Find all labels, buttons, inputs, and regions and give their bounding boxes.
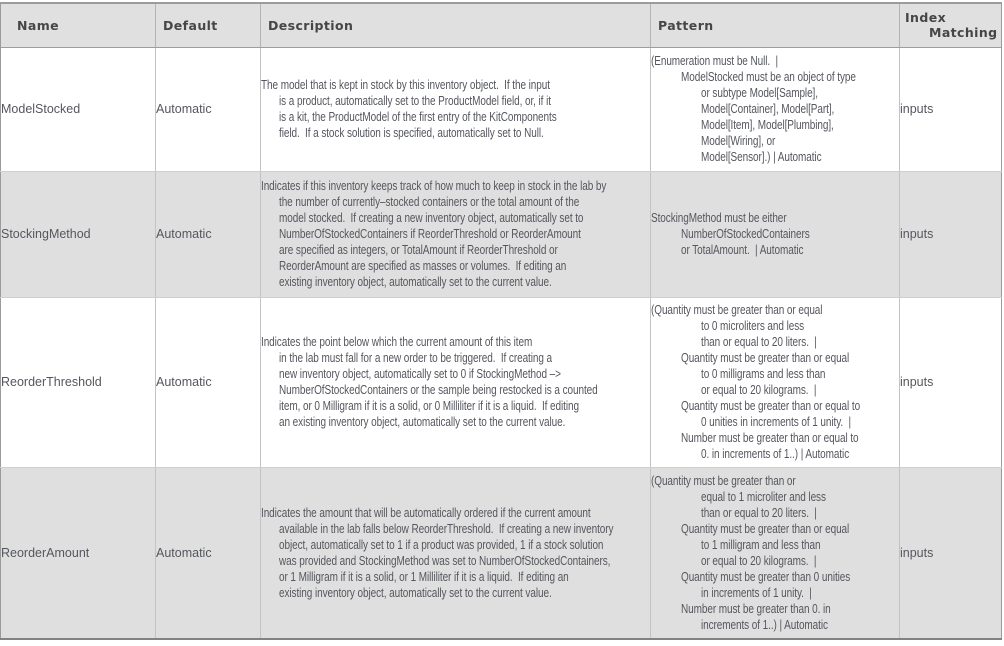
description-cell <box>261 171 651 297</box>
pattern-line: Model[Sensor].) | Automatic <box>701 150 822 164</box>
default-value: Automatic <box>156 375 212 389</box>
table-row-modelstocked <box>1 47 1002 171</box>
description-line: model stocked. If creating a new inventory object, automatically set to <box>279 211 584 225</box>
name-cell <box>1 467 156 639</box>
pattern-line: to 0 microliters and less <box>701 319 805 333</box>
description-line: the number of currently–stocked containers or the total amount of the <box>279 195 580 209</box>
header-index-matching-line1: Index <box>905 10 947 26</box>
pattern-line: or equal to 20 kilograms. | <box>701 553 817 568</box>
index-matching-value: inputs <box>900 375 934 389</box>
description-cell <box>261 297 651 467</box>
description-line: item, or 0 Milligram if it is a solid, or 0 Milliliter if it is a liquid. If editing <box>279 399 579 413</box>
field-name: ReorderAmount <box>1 545 90 560</box>
description-cell <box>261 467 651 639</box>
index-matching-value: inputs <box>900 227 934 241</box>
description-line: is a product, automatically set to the ProductModel field, or, if it <box>279 94 551 108</box>
pattern-line: equal to 1 microliter and less <box>701 489 826 504</box>
description-cell <box>261 47 651 171</box>
table-row-reorderamount <box>1 467 1002 639</box>
pattern-line: (Quantity must be greater than or equal <box>651 303 823 317</box>
header-description: Description <box>261 3 651 47</box>
pattern-line: or equal to 20 kilograms. | <box>701 383 817 397</box>
table-row-reorderthreshold <box>1 297 1002 467</box>
description-line: available in the lab falls below ReorderThreshold. If creating a new inventory <box>279 521 614 536</box>
pattern-line: StockingMethod must be either <box>651 211 787 225</box>
field-name: StockingMethod <box>1 227 91 241</box>
field-name: ModelStocked <box>1 102 81 116</box>
default-value: Automatic <box>156 545 212 560</box>
pattern-line: Model[Item], Model[Plumbing], <box>701 118 834 132</box>
pattern-line: ModelStocked must be an object of type <box>681 70 856 84</box>
index-matching-value: inputs <box>900 102 934 116</box>
default-value: Automatic <box>156 227 212 241</box>
index-matching-cell <box>900 171 1002 297</box>
pattern-line: Quantity must be greater than or equal <box>681 521 850 536</box>
description-line: Indicates the point below which the current amount of this item <box>261 335 533 349</box>
name-cell <box>1 297 156 467</box>
pattern-line: Quantity must be greater than or equal <box>681 351 850 365</box>
pattern-line: in increments of 1 unity. | <box>701 585 812 600</box>
pattern-line: (Quantity must be greater than or <box>651 473 796 488</box>
pattern-line: Quantity must be greater than 0 unities <box>681 569 851 584</box>
pattern-line: or TotalAmount. | Automatic <box>681 243 804 257</box>
pattern-line: Model[Wiring], or <box>701 134 776 148</box>
pattern-line: Number must be greater than or equal to <box>681 431 859 445</box>
pattern-cell <box>651 297 900 467</box>
description-line: Indicates the amount that will be automatically ordered if the current amount <box>261 505 591 520</box>
description-line: NumberOfStockedContainers or the sample being restocked is a counted <box>279 383 598 397</box>
default-cell <box>156 467 261 639</box>
description-line: in the lab must fall for a new order to be triggered. If creating a <box>279 351 553 365</box>
pattern-line: than or equal to 20 liters. | <box>701 505 817 520</box>
pattern-cell <box>651 47 900 171</box>
pattern-line: increments of 1..) | Automatic <box>701 617 828 632</box>
name-cell <box>1 47 156 171</box>
pattern-line: (Enumeration must be Null. | <box>651 54 778 68</box>
header-row <box>1 3 1002 47</box>
pattern-line: 0 unities in increments of 1 unity. | <box>701 415 852 429</box>
header-default: Default <box>156 3 261 47</box>
default-cell <box>156 47 261 171</box>
header-index-matching-line2: Matching <box>929 25 998 41</box>
properties-table <box>0 2 1002 640</box>
index-matching-value: inputs <box>900 545 934 560</box>
header-name: Name <box>1 3 156 47</box>
name-cell <box>1 171 156 297</box>
description-line: object, automatically set to 1 if a product was provided, 1 if a stock solution <box>279 537 604 552</box>
pattern-line: to 0 milligrams and less than <box>701 367 826 381</box>
index-matching-cell <box>900 297 1002 467</box>
index-matching-cell <box>900 467 1002 639</box>
pattern-line: NumberOfStockedContainers <box>681 227 810 241</box>
table-row-stockingmethod <box>1 171 1002 297</box>
pattern-cell <box>651 467 900 639</box>
pattern-line: 0. in increments of 1..) | Automatic <box>701 447 850 461</box>
field-name: ReorderThreshold <box>1 375 102 389</box>
description-line: field. If a stock solution is specified, automatically set to Null. <box>279 126 544 140</box>
default-cell <box>156 171 261 297</box>
description-line: ReorderAmount are specified as masses or volumes. If editing an <box>279 259 567 273</box>
index-matching-cell <box>900 47 1002 171</box>
description-line: The model that is kept in stock by this inventory object. If the input <box>261 78 550 92</box>
description-line: was provided and StockingMethod was set to NumberOfStockedContainers, <box>279 553 611 568</box>
description-line: or 1 Milligram if it is a solid, or 1 Milliliter if it is a liquid. If editing an <box>279 569 569 584</box>
description-line: is a kit, the ProductModel of the first entry of the KitComponents <box>279 110 557 124</box>
pattern-line: Number must be greater than 0. in <box>681 601 831 616</box>
description-line: existing inventory object, automatically set to the current value. <box>279 585 552 600</box>
pattern-line: to 1 milligram and less than <box>701 537 821 552</box>
header-pattern: Pattern <box>651 3 900 47</box>
description-line: new inventory object, automatically set to 0 if StockingMethod –> <box>279 367 561 381</box>
pattern-line: Model[Container], Model[Part], <box>701 102 835 116</box>
pattern-cell <box>651 171 900 297</box>
description-line: existing inventory object, automatically set to the current value. <box>279 275 552 289</box>
description-line: NumberOfStockedContainers if ReorderThreshold or ReorderAmount <box>279 227 581 241</box>
default-cell <box>156 297 261 467</box>
description-line: an existing inventory object, automatically set to the current value. <box>279 415 566 429</box>
pattern-line: Quantity must be greater than or equal to <box>681 399 861 413</box>
description-line: Indicates if this inventory keeps track of how much to keep in stock in the lab by <box>261 179 607 193</box>
description-line: are specified as integers, or TotalAmount if ReorderThreshold or <box>279 243 558 257</box>
header-index-matching <box>900 3 1002 47</box>
default-value: Automatic <box>156 102 212 116</box>
pattern-line: than or equal to 20 liters. | <box>701 335 817 349</box>
pattern-line: or subtype Model[Sample], <box>701 86 818 100</box>
